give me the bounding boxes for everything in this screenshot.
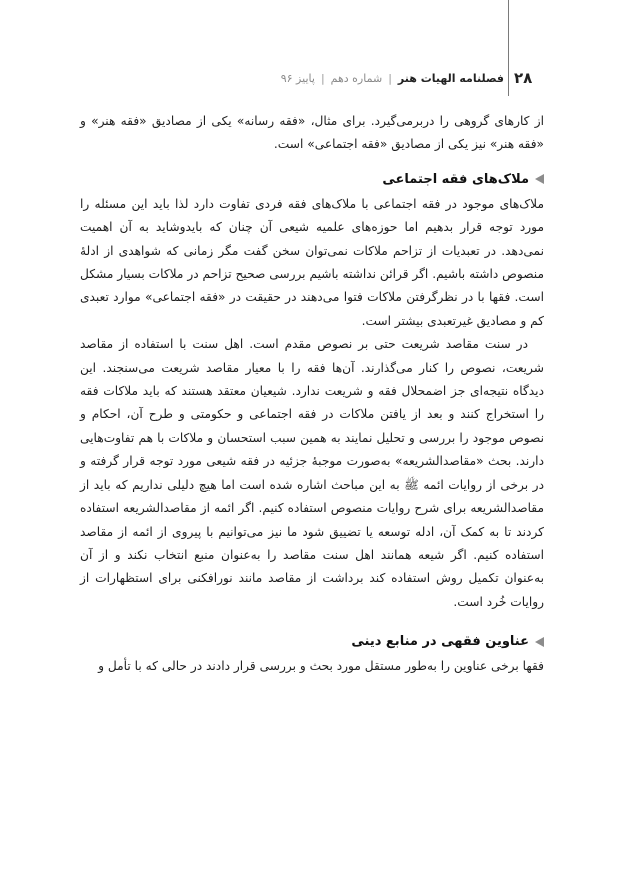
journal-title: فصلنامه الهیات هنر bbox=[397, 72, 504, 85]
paragraph-4: فقها برخی عناوین را به‌طور مستقل مورد بحث و بررسی قرار دادند در حالی که با تأمل و bbox=[98, 659, 544, 674]
page-number: ۲۸ bbox=[514, 69, 533, 87]
paragraph-1: از کارهای گروهی را دربرمی‌گیرد. برای مثال، «فقه رسانه» یکی از مصادیق «فقه هنر» و «فقه هنر» نیز یکی از مصادیق «فقه اجتماعی» است. bbox=[80, 114, 544, 152]
running-head bbox=[281, 72, 504, 85]
triangle-bullet-icon bbox=[535, 174, 544, 184]
section-heading-criteria bbox=[80, 172, 544, 187]
header-separator: | bbox=[388, 72, 392, 85]
header-vertical-rule bbox=[508, 0, 509, 96]
body-text bbox=[80, 110, 544, 679]
season-label: پاییز ۹۶ bbox=[280, 72, 315, 85]
paragraph-3: در سنت مقاصد شریعت حتی بر نصوص مقدم است. اهل سنت با استفاده از مقاصد شریعت، نصوص را کنار می‌گذارند. آن‌ها فقه را با معیار مقاصد شریعت می‌سنجند. این دیدگاه نتیجه‌ای جز اضمحلال فقه و شریعت ندارد. شیعیان معتقد هستند که باید ملاکات فقه را استخراج کنند و بعد از یافتن ملاکات در فقه اجتماعی و حکومتی و طرح آن، احکام و نصوص موجود را بررسی و تحلیل نمایند به همین سبب استحسان و ملاکات با هم تفاوت‌هایی دارند. بحث «مقاصدالشریعه» به‌صورت موجبهٔ جزئیه در فقه شیعی مورد توجه قرار گرفته و در برخی از روایات ائمه ﷺ به این مباحث اشاره شده است اما هیچ دلیلی نداریم که باید از مقاصدالشریعه برای شرح روایات منصوص استفاده کنیم. اگر ائمه از مقاصدالشریعه استفاده کردند تا به کمک آن، ادله توسعه یا تضییق شود ما نیز می‌توانیم با پیروی از ائمه از مقاصد استفاده کنیم. اگر شیعه همانند اهل سنت مقاصد را به‌عنوان منبع انتخاب نکند و از آن به‌عنوان تکمیل روش استفاده کند برداشت از مقاصد مانند نورافکنی برای استظهارات از روایات خُرد است. bbox=[80, 337, 544, 609]
section-heading-label: عناوین فقهی در منابع دینی bbox=[351, 634, 529, 650]
header-separator: | bbox=[320, 72, 325, 85]
issue-label: شماره دهم bbox=[330, 72, 383, 85]
triangle-bullet-icon bbox=[535, 637, 544, 647]
paragraph-2: ملاک‌های موجود در فقه اجتماعی با ملاک‌های فقه فردی تفاوت دارد لذا باید این مسئله را مورد توجه قرار بدهیم اما حوزه‌های علمیه شیعی آن چنان که بایدوشاید به آن اهمیت نمی‌دهد. در تعبدیات از تزاحم ملاکات نمی‌توان سخن گفت مگر زمانی که شواهدی از ادلهٔ منصوص داشته باشیم. اگر قرائن نداشته باشیم بررسی صحیح تزاحم در ملاکات بسیار مشکل است. فقها با در نظرگرفتن ملاکات فتوا می‌دهند در حقیقت در «فقه اجتماعی» موارد تعبدی کم و مصادیق غیرتعبدی بیشتر است. bbox=[80, 196, 544, 328]
section-heading-titles bbox=[80, 634, 544, 649]
section-heading-label: ملاک‌های فقه اجتماعی bbox=[382, 171, 529, 187]
